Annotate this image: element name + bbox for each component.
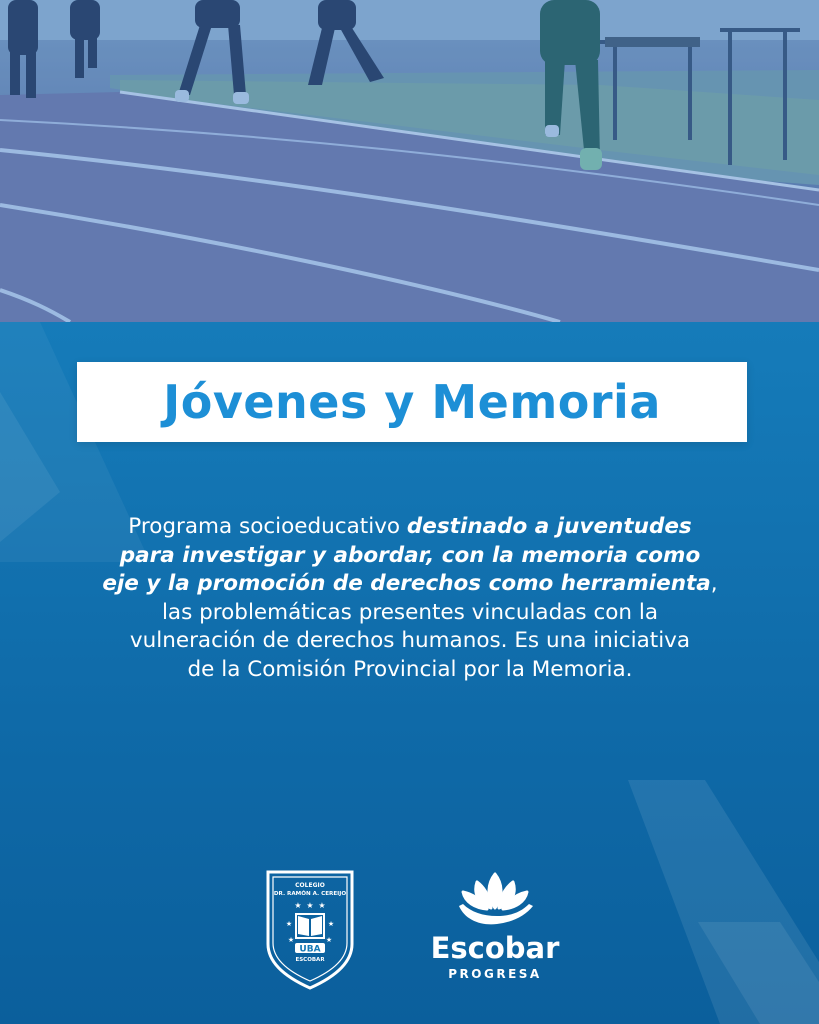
page-title: Jóvenes y Memoria (163, 375, 661, 429)
description-line-3 (60, 570, 760, 599)
svg-text:★: ★ (318, 901, 326, 910)
escobar-tagline: PROGRESA (448, 967, 542, 981)
svg-text:★: ★ (287, 936, 295, 944)
escobar-progresa-logo (425, 866, 565, 992)
crest-name-text: DR. RAMÓN A. CEREIJO (273, 891, 347, 897)
description-line-5: vulneración de derechos humanos. Es una iniciativa (129, 628, 691, 653)
title-banner (77, 362, 747, 442)
crest-uba-text: UBA (299, 944, 321, 955)
track-photo (0, 0, 819, 322)
description-emphasis: destinado a juventudes (406, 514, 692, 539)
lotus-hand-icon (425, 866, 565, 932)
svg-text:★: ★ (306, 901, 314, 910)
crest-colegio-text: COLEGIO (295, 882, 325, 889)
escobar-name: Escobar (430, 931, 560, 965)
program-description (60, 513, 760, 684)
svg-text:★: ★ (327, 920, 335, 928)
svg-text:★: ★ (325, 936, 333, 944)
photo-tint (0, 0, 819, 322)
svg-text:★: ★ (285, 920, 293, 928)
description-text: Programa socioeducativo (128, 514, 407, 539)
description-line-4: las problemáticas presentes vinculadas con la (161, 599, 659, 625)
crest-location-text: ESCOBAR (295, 957, 325, 963)
description-line-1 (60, 513, 760, 542)
colegio-crest-logo (262, 866, 358, 992)
book-icon (296, 914, 324, 938)
description-emphasis: para investigar y abordar, con la memoria como (119, 542, 701, 568)
description-text: , (710, 571, 718, 596)
description-emphasis: eje y la promoción de derechos como herramienta (102, 571, 711, 596)
svg-text:★: ★ (294, 901, 302, 910)
description-line-6: de la Comisión Provincial por la Memoria. (187, 656, 633, 682)
description-line-2 (60, 542, 760, 571)
